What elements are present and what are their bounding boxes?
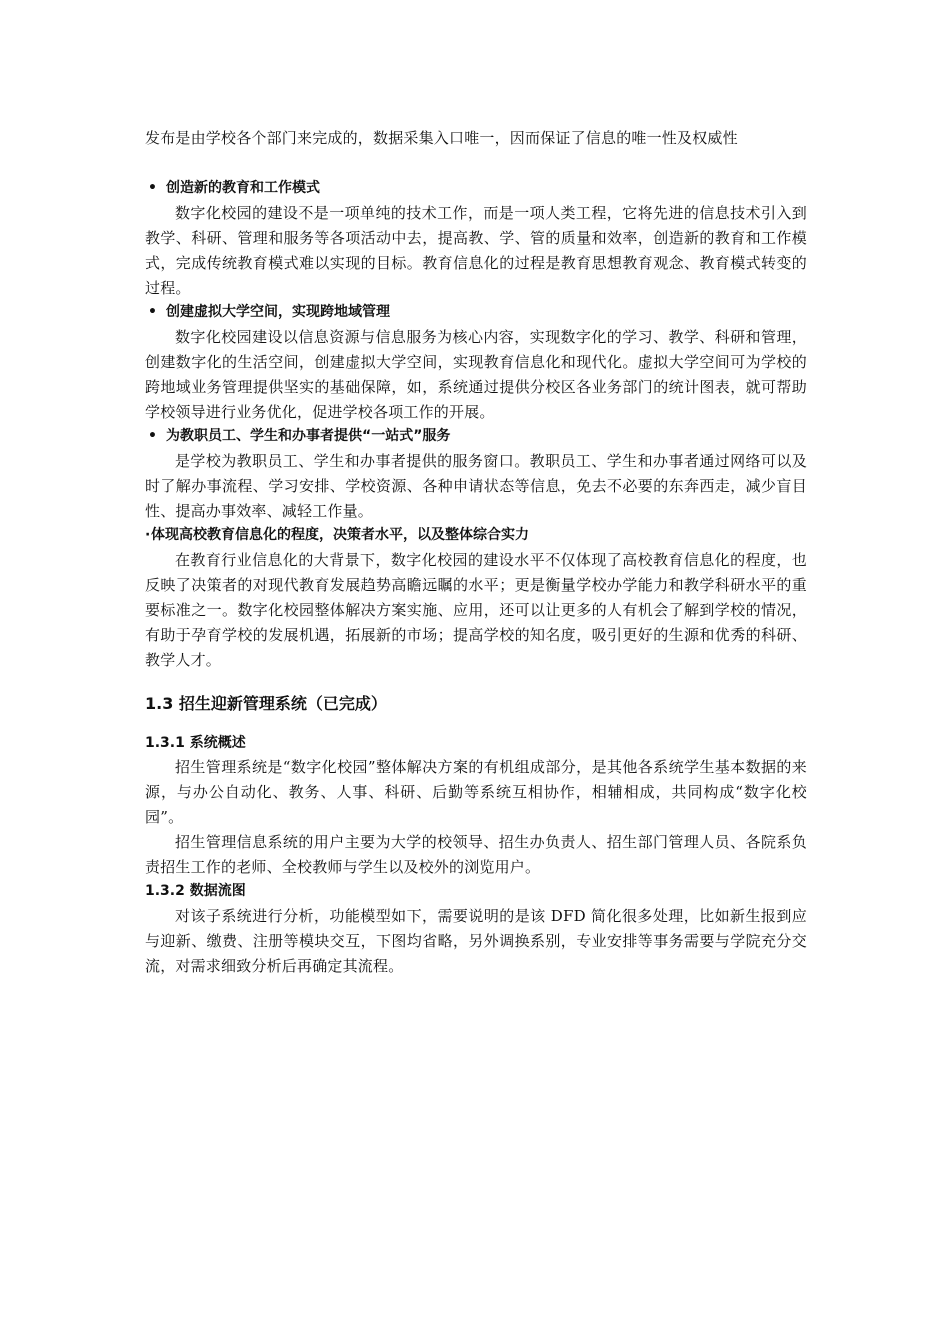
bullet-heading-overall-strength <box>145 523 807 547</box>
bullet-heading-one-stop-service <box>145 424 807 448</box>
paragraph-overall-strength: 在教育行业信息化的大背景下，数字化校园的建设水平不仅体现了高校教育信息化的程度，也反映了决策者的对现代教育发展趋势高瞻远瞩的水平；更是衡量学校办学能力和教学科研水平的重要标准之一。数字化校园整体解决方案实施、应用，还可以让更多的人有机会了解到学校的情况，有助于孕育学校的发展机遇，拓展新的市场；提高学校的知名度，吸引更好的生源和优秀的科研、教学人才。 <box>145 551 807 669</box>
paragraph-system-overview-2: 招生管理信息系统的用户主要为大学的校领导、招生办负责人、招生部门管理人员、各院系负责招生工作的老师、全校教师与学生以及校外的浏览用户。 <box>145 833 807 876</box>
paragraph-data-flow: 对该子系统进行分析，功能模型如下，需要说明的是该 DFD 简化很多处理，比如新生报到应与迎新、缴费、注册等模块交互，下图均省略，另外调换系别，专业安排等事务需要与学院充分交流，对需求细致分析后再确定其流程。 <box>145 907 807 975</box>
bullet-heading-text: 创造新的教育和工作模式 <box>166 180 320 196</box>
bullet-icon: • <box>148 428 157 444</box>
bullet-icon: • <box>148 304 157 320</box>
paragraph-one-stop-service: 是学校为教职员工、学生和办事者提供的服务窗口。教职员工、学生和办事者通过网络可以及时了解办事流程、学习安排、学校资源、各种申请状态等信息，免去不必要的东奔西走，减少盲目性、提高办事效率、减轻工作量。 <box>145 452 807 520</box>
bullet-icon: · <box>145 527 151 543</box>
paragraph-virtual-campus: 数字化校园建设以信息资源与信息服务为核心内容，实现数字化的学习、教学、科研和管理，创建数字化的生活空间，创建虚拟大学空间，实现教育信息化和现代化。虚拟大学空间可为学校的跨地域业务管理提供坚实的基础保障，如，系统通过提供分校区各业务部门的统计图表，就可帮助学校领导进行业务优化，促进学校各项工作的开展。 <box>145 328 807 421</box>
section-heading-1-3: 1.3 招生迎新管理系统（已完成） <box>145 694 387 713</box>
bullet-heading-text: 体现高校教育信息化的程度，决策者水平，以及整体综合实力 <box>151 527 529 543</box>
bullet-heading-new-education-model <box>145 176 807 200</box>
bullet-heading-text: 创建虚拟大学空间，实现跨地域管理 <box>166 304 390 320</box>
bullet-heading-text: 为教职员工、学生和办事者提供“一站式”服务 <box>166 428 451 444</box>
paragraph-new-education-model: 数字化校园的建设不是一项单纯的技术工作，而是一项人类工程，它将先进的信息技术引入到教学、科研、管理和服务等各项活动中去，提高教、学、管的质量和效率，创造新的教育和工作模式，完成传统教育模式难以实现的目标。教育信息化的过程是教育思想教育观念、教育模式转变的过程。 <box>145 204 807 297</box>
subsection-heading-1-3-2: 1.3.2 数据流图 <box>145 883 246 899</box>
paragraph-system-overview-1: 招生管理系统是“数字化校园”整体解决方案的有机组成部分，是其他各系统学生基本数据的来源，与办公自动化、教务、人事、科研、后勤等系统互相协作，相辅相成，共同构成“数字化校园”。 <box>145 758 807 826</box>
subsection-heading-1-3-1: 1.3.1 系统概述 <box>145 735 246 751</box>
bullet-icon: • <box>148 180 157 196</box>
bullet-heading-virtual-campus <box>145 300 807 324</box>
intro-paragraph: 发布是由学校各个部门来完成的，数据采集入口唯一，因而保证了信息的唯一性及权威性 <box>145 129 738 147</box>
